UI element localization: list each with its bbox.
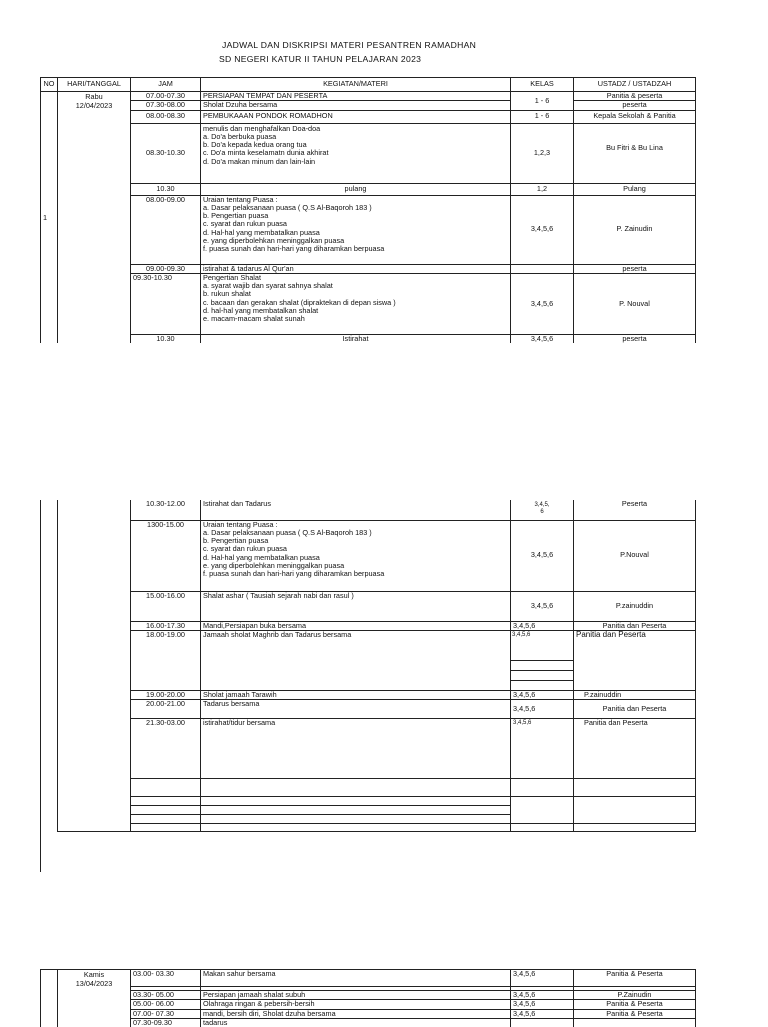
title-line-1: JADWAL DAN DISKRIPSI MATERI PESANTREN RAMADHAN — [222, 40, 476, 50]
teacher-cell: Panitia & Peserta — [574, 970, 696, 987]
class-cell: 3,4,5,6 — [511, 1000, 574, 1009]
teacher-cell: peserta — [574, 264, 696, 273]
time-cell: 08.30-10.30 — [131, 123, 201, 183]
time-cell: 16.00-17.30 — [131, 621, 201, 630]
activity-cell: Pengertian Shalat a. syarat wajib dan syarat sahnya shalat b. rukun shalat c. bacaan dan gerakan shalat (dipraktekan di depan siswa ) d. hal-hal yang membatalkan shalat e. macam-macam shalat sunah — [201, 273, 511, 334]
table-row — [41, 183, 696, 195]
time-cell: 09.00-09.30 — [131, 264, 201, 273]
class-cell: 3,4,5,6 — [511, 334, 574, 343]
activity-cell: Jamaah sholat Maghrib dan Tadarus bersama — [201, 630, 511, 690]
table-row — [58, 500, 696, 520]
schedule-table-continued — [57, 500, 696, 832]
class-cell: 3,4,5,6 — [511, 991, 574, 1000]
time-cell: 03.30- 05.00 — [131, 991, 201, 1000]
time-cell: 07.30-09.30 — [131, 1018, 201, 1027]
header-row — [41, 78, 696, 92]
activity-cell: tadarus — [201, 1018, 511, 1027]
schedule-table-day2 — [40, 969, 696, 1027]
class-cell: 3,4,5, 6 — [511, 500, 574, 520]
activity-cell: Mandi,Persiapan buka bersama — [201, 621, 511, 630]
day-name: Kamis — [60, 970, 128, 979]
activity-cell: Sholat Dzuha bersama — [201, 101, 511, 110]
class-cell — [511, 264, 574, 273]
table-row-empty — [58, 797, 696, 824]
time-cell: 10.30 — [131, 183, 201, 195]
activity-cell: Persiapan jamaah shalat subuh — [201, 991, 511, 1000]
time-cell: 10.30-12.00 — [131, 500, 201, 520]
time-cell: 18.00-19.00 — [131, 630, 201, 690]
teacher-cell: Panitia dan Peserta — [574, 621, 696, 630]
teacher-cell: Panitia dan Peserta — [574, 700, 696, 719]
time-cell: 08.00-08.30 — [131, 110, 201, 123]
activity-cell: istirahat & tadarus Al Qur'an — [201, 264, 511, 273]
teacher-cell — [574, 1018, 696, 1027]
title-line-2: SD NEGERI KATUR II TAHUN PELAJARAN 2023 — [219, 54, 421, 64]
day-cell-empty — [58, 500, 131, 832]
table-left-edge — [40, 500, 41, 872]
time-cell: 08.00-09.00 — [131, 195, 201, 264]
activity-cell: Uraian tentang Puasa : a. Dasar pelaksanaan puasa ( Q.S Al-Baqoroh 183 ) b. Pengertian puasa c. syarat dan rukun puasa d. Hal-hal yang membatalkan puasa e. yang diperbolehkan meninggalkan puasa f. puasa sunah dan hari-hari yang diharamkan berpuasa — [201, 195, 511, 264]
class-cell: 3,4,5,6 — [511, 520, 574, 591]
row-number-empty — [41, 970, 58, 1027]
class-cell: 3,4,5,6 — [511, 195, 574, 264]
time-cell: 03.00- 03.30 — [131, 970, 201, 987]
table-row-empty — [58, 779, 696, 797]
activity-cell: Makan sahur bersama — [201, 970, 511, 987]
teacher-cell: peserta — [574, 334, 696, 343]
table-row — [58, 520, 696, 591]
class-cell — [511, 1018, 574, 1027]
table-row — [41, 334, 696, 343]
time-cell: 07.00- 07.30 — [131, 1009, 201, 1018]
activity-cell: PEMBUKAAAN PONDOK ROMADHON — [201, 110, 511, 123]
table-row — [41, 195, 696, 264]
teacher-cell: P. Zainudin — [574, 195, 696, 264]
teacher-cell: Panitia dan Peserta — [574, 630, 696, 690]
table-row — [58, 630, 696, 690]
time-cell: 09.30-10.30 — [131, 273, 201, 334]
header-activity: KEGIATAN/MATERI — [201, 78, 511, 92]
time-cell: 19.00-20.00 — [131, 690, 201, 699]
table-row — [41, 273, 696, 334]
table-row — [41, 970, 696, 987]
teacher-cell: peserta — [574, 101, 696, 110]
table-row — [41, 92, 696, 101]
table-row — [41, 1009, 696, 1018]
activity-cell: menulis dan menghafalkan Doa-doa a. Do'a berbuka puasa b. Do'a kepada kedua orang tua c. Do'a minta keselamatn dunia akhirat d. Do'a makan minum dan lain-lain — [201, 123, 511, 183]
class-cell: 3,4,5,6 — [511, 1009, 574, 1018]
time-cell: 07.30-08.00 — [131, 101, 201, 110]
activity-cell: mandi, bersih diri, Sholat dzuha bersama — [201, 1009, 511, 1018]
schedule-table-day1 — [40, 77, 696, 343]
teacher-cell: Pulang — [574, 183, 696, 195]
table-row — [41, 264, 696, 273]
activity-cell: Tadarus bersama — [201, 700, 511, 719]
teacher-cell: P.Nouval — [574, 520, 696, 591]
class-cell: 1,2 — [511, 183, 574, 195]
day-date: 13/04/2023 — [60, 979, 128, 988]
class-cell: 3,4,5,6 — [511, 690, 574, 699]
table-row — [41, 991, 696, 1000]
teacher-cell: P.zainuddin — [574, 690, 696, 699]
teacher-cell: Bu Fitri & Bu Lina — [574, 123, 696, 183]
teacher-cell: Peserta — [574, 500, 696, 520]
time-cell: 21.30-03.00 — [131, 719, 201, 779]
table-row — [58, 700, 696, 719]
class-cell: 3,4,5,6 — [511, 621, 574, 630]
class-cell: 3,4,5,6 — [511, 591, 574, 621]
table-row — [41, 110, 696, 123]
activity-cell: PERSIAPAN TEMPAT DAN PESERTA — [201, 92, 511, 101]
table-row — [58, 719, 696, 779]
table-row — [58, 591, 696, 621]
teacher-cell: Kepala Sekolah & Panitia — [574, 110, 696, 123]
class-cell: 1 - 6 — [511, 92, 574, 111]
header-time: JAM — [131, 78, 201, 92]
class-cell: 3,4,5,6 — [511, 970, 574, 987]
activity-cell: Sholat jamaah Tarawih — [201, 690, 511, 699]
teacher-cell: Panitia & peserta — [574, 92, 696, 101]
table-row — [41, 101, 696, 110]
activity-cell: Uraian tentang Puasa : a. Dasar pelaksanaan puasa ( Q.S Al-Baqoroh 183 ) b. Pengertian puasa c. syarat dan rukun puasa d. Hal-hal yang membatalkan puasa e. yang diperbolehkan meninggalkan puasa f. puasa sunah dan hari-hari yang diharamkan berpuasa — [201, 520, 511, 591]
table-row — [41, 1000, 696, 1009]
activity-cell: Istirahat dan Tadarus — [201, 500, 511, 520]
table-row-empty — [58, 824, 696, 832]
header-teacher: USTADZ / USTADZAH — [574, 78, 696, 92]
class-cell: 3,4,5,6 — [511, 273, 574, 334]
activity-cell: Shalat ashar ( Tausiah sejarah nabi dan rasul ) — [201, 591, 511, 621]
table-row — [58, 690, 696, 699]
row-number: 1 — [41, 92, 58, 344]
class-cell: 1 - 6 — [511, 110, 574, 123]
header-day: HARI/TANGGAL — [58, 78, 131, 92]
activity-cell: istirahat/tidur bersama — [201, 719, 511, 779]
activity-cell: pulang — [201, 183, 511, 195]
teacher-cell: Panitia & Peserta — [574, 1009, 696, 1018]
class-cell: 3,4,5,6 — [511, 630, 574, 690]
time-cell: 05.00- 06.00 — [131, 1000, 201, 1009]
time-cell: 20.00-21.00 — [131, 700, 201, 719]
class-cell: 1,2,3 — [511, 123, 574, 183]
activity-cell: Olahraga ringan & pebersih-bersih — [201, 1000, 511, 1009]
teacher-cell: Panitia dan Peserta — [574, 719, 696, 779]
teacher-cell: P. Nouval — [574, 273, 696, 334]
activity-cell: Istirahat — [201, 334, 511, 343]
day-name: Rabu — [60, 92, 128, 101]
day-cell — [58, 92, 131, 344]
time-cell: 1300-15.00 — [131, 520, 201, 591]
table-row — [41, 1018, 696, 1027]
table-row — [41, 123, 696, 183]
teacher-cell: P.zainuddin — [574, 591, 696, 621]
header-no: NO — [41, 78, 58, 92]
class-cell: 3,4,5,6 — [511, 700, 574, 719]
time-cell: 07.00-07.30 — [131, 92, 201, 101]
time-cell: 15.00-16.00 — [131, 591, 201, 621]
class-cell: 3,4,5,6 — [511, 719, 574, 779]
teacher-cell: P.Zainudin — [574, 991, 696, 1000]
header-class: KELAS — [511, 78, 574, 92]
table-row — [58, 621, 696, 630]
day-cell — [58, 970, 131, 1027]
day-date: 12/04/2023 — [60, 101, 128, 110]
teacher-cell: Panitia & Peserta — [574, 1000, 696, 1009]
time-cell: 10.30 — [131, 334, 201, 343]
